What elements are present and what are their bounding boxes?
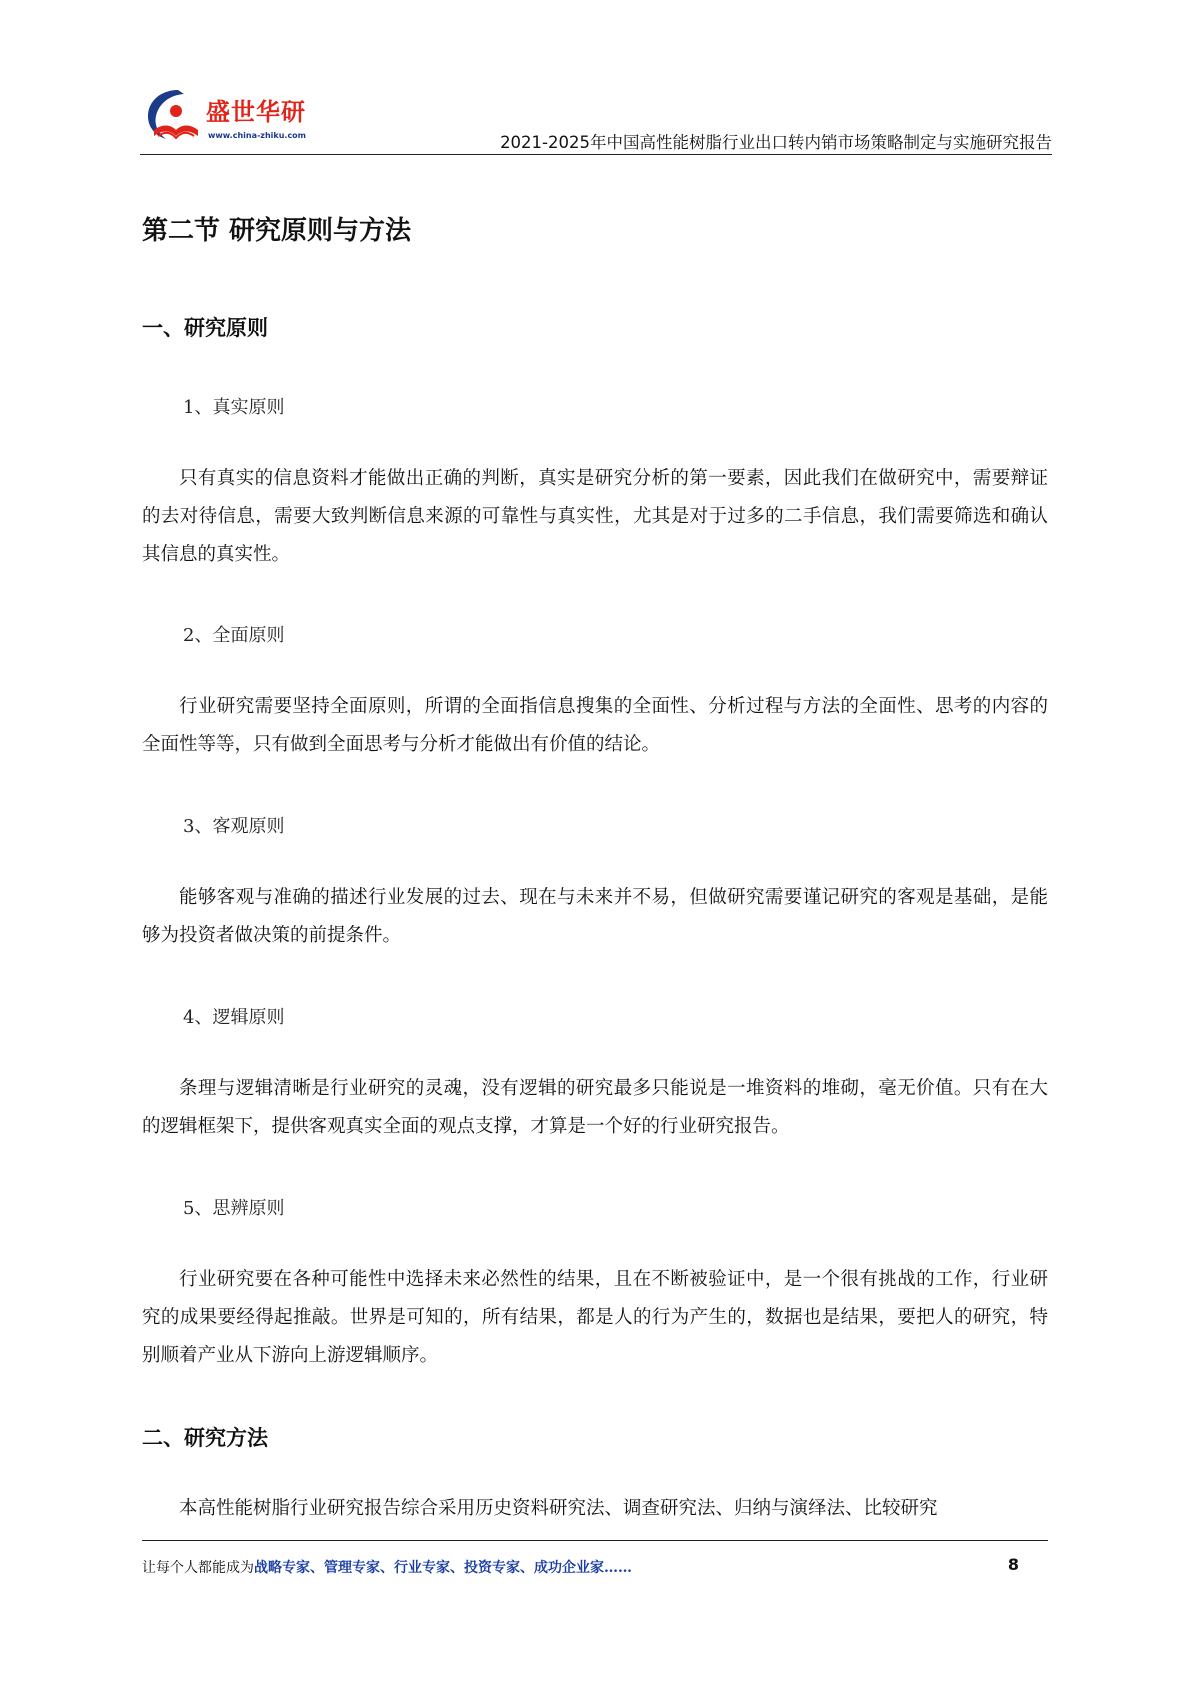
heading-research-methods: 二、研究方法	[142, 1426, 268, 1450]
page-number: 8	[1007, 1555, 1019, 1574]
heading-research-principles: 一、研究原则	[142, 316, 268, 340]
footer-slogan-prefix: 让每个人都能成为	[142, 1560, 254, 1576]
footer-slogan	[142, 1557, 632, 1577]
methods-paragraph: 本高性能树脂行业研究报告综合采用历史资料研究法、调查研究法、归纳与演绎法、比较研究	[179, 1498, 938, 1519]
principle-label: 4、逻辑原则	[183, 1007, 285, 1028]
page-header	[140, 80, 1052, 154]
principle-paragraph: 只有真实的信息资料才能做出正确的判断，真实是研究分析的第一要素，因此我们在做研究中，需要辩证的去对待信息，需要大致判断信息来源的可靠性与真实性，尤其是对于过多的二手信息，我们需要筛选和确认其信息的真实性。	[142, 468, 1048, 565]
principle-paragraph: 行业研究要在各种可能性中选择未来必然性的结果，且在不断被验证中，是一个很有挑战的工作，行业研究的成果要经得起推敲。世界是可知的，所有结果，都是人的行为产生的，数据也是结果，要把人的研究，特别顺着产业从下游向上游逻辑顺序。	[142, 1269, 1048, 1366]
principle-label: 5、思辨原则	[183, 1198, 285, 1219]
logo-book-icon	[140, 84, 202, 146]
footer-divider	[142, 1540, 1048, 1541]
principle-label: 2、全面原则	[183, 625, 285, 646]
principle-paragraph: 能够客观与准确的描述行业发展的过去、现在与未来并不易，但做研究需要谨记研究的客观是基础，是能够为投资者做决策的前提条件。	[142, 887, 1048, 946]
footer-slogan-highlight: 战略专家、管理专家、行业专家、投资专家、成功企业家……	[254, 1560, 632, 1576]
logo-text: 盛世华研	[206, 98, 306, 126]
principle-paragraph: 行业研究需要坚持全面原则，所谓的全面指信息搜集的全面性、分析过程与方法的全面性、思考的内容的全面性等等，只有做到全面思考与分析才能做出有价值的结论。	[142, 696, 1048, 755]
report-title: 2021-2025年中国高性能树脂行业出口转内销市场策略制定与实施研究报告	[500, 133, 1052, 152]
section-title: 第二节 研究原则与方法	[142, 216, 412, 246]
header-divider	[140, 154, 1052, 155]
principle-label: 3、客观原则	[183, 816, 285, 837]
principle-label: 1、真实原则	[183, 397, 285, 418]
company-logo	[140, 80, 340, 150]
principle-paragraph: 条理与逻辑清晰是行业研究的灵魂，没有逻辑的研究最多只能说是一堆资料的堆砌，毫无价值。只有在大的逻辑框架下，提供客观真实全面的观点支撑，才算是一个好的行业研究报告。	[142, 1078, 1048, 1137]
logo-url: www.china-zhiku.com	[208, 131, 307, 140]
